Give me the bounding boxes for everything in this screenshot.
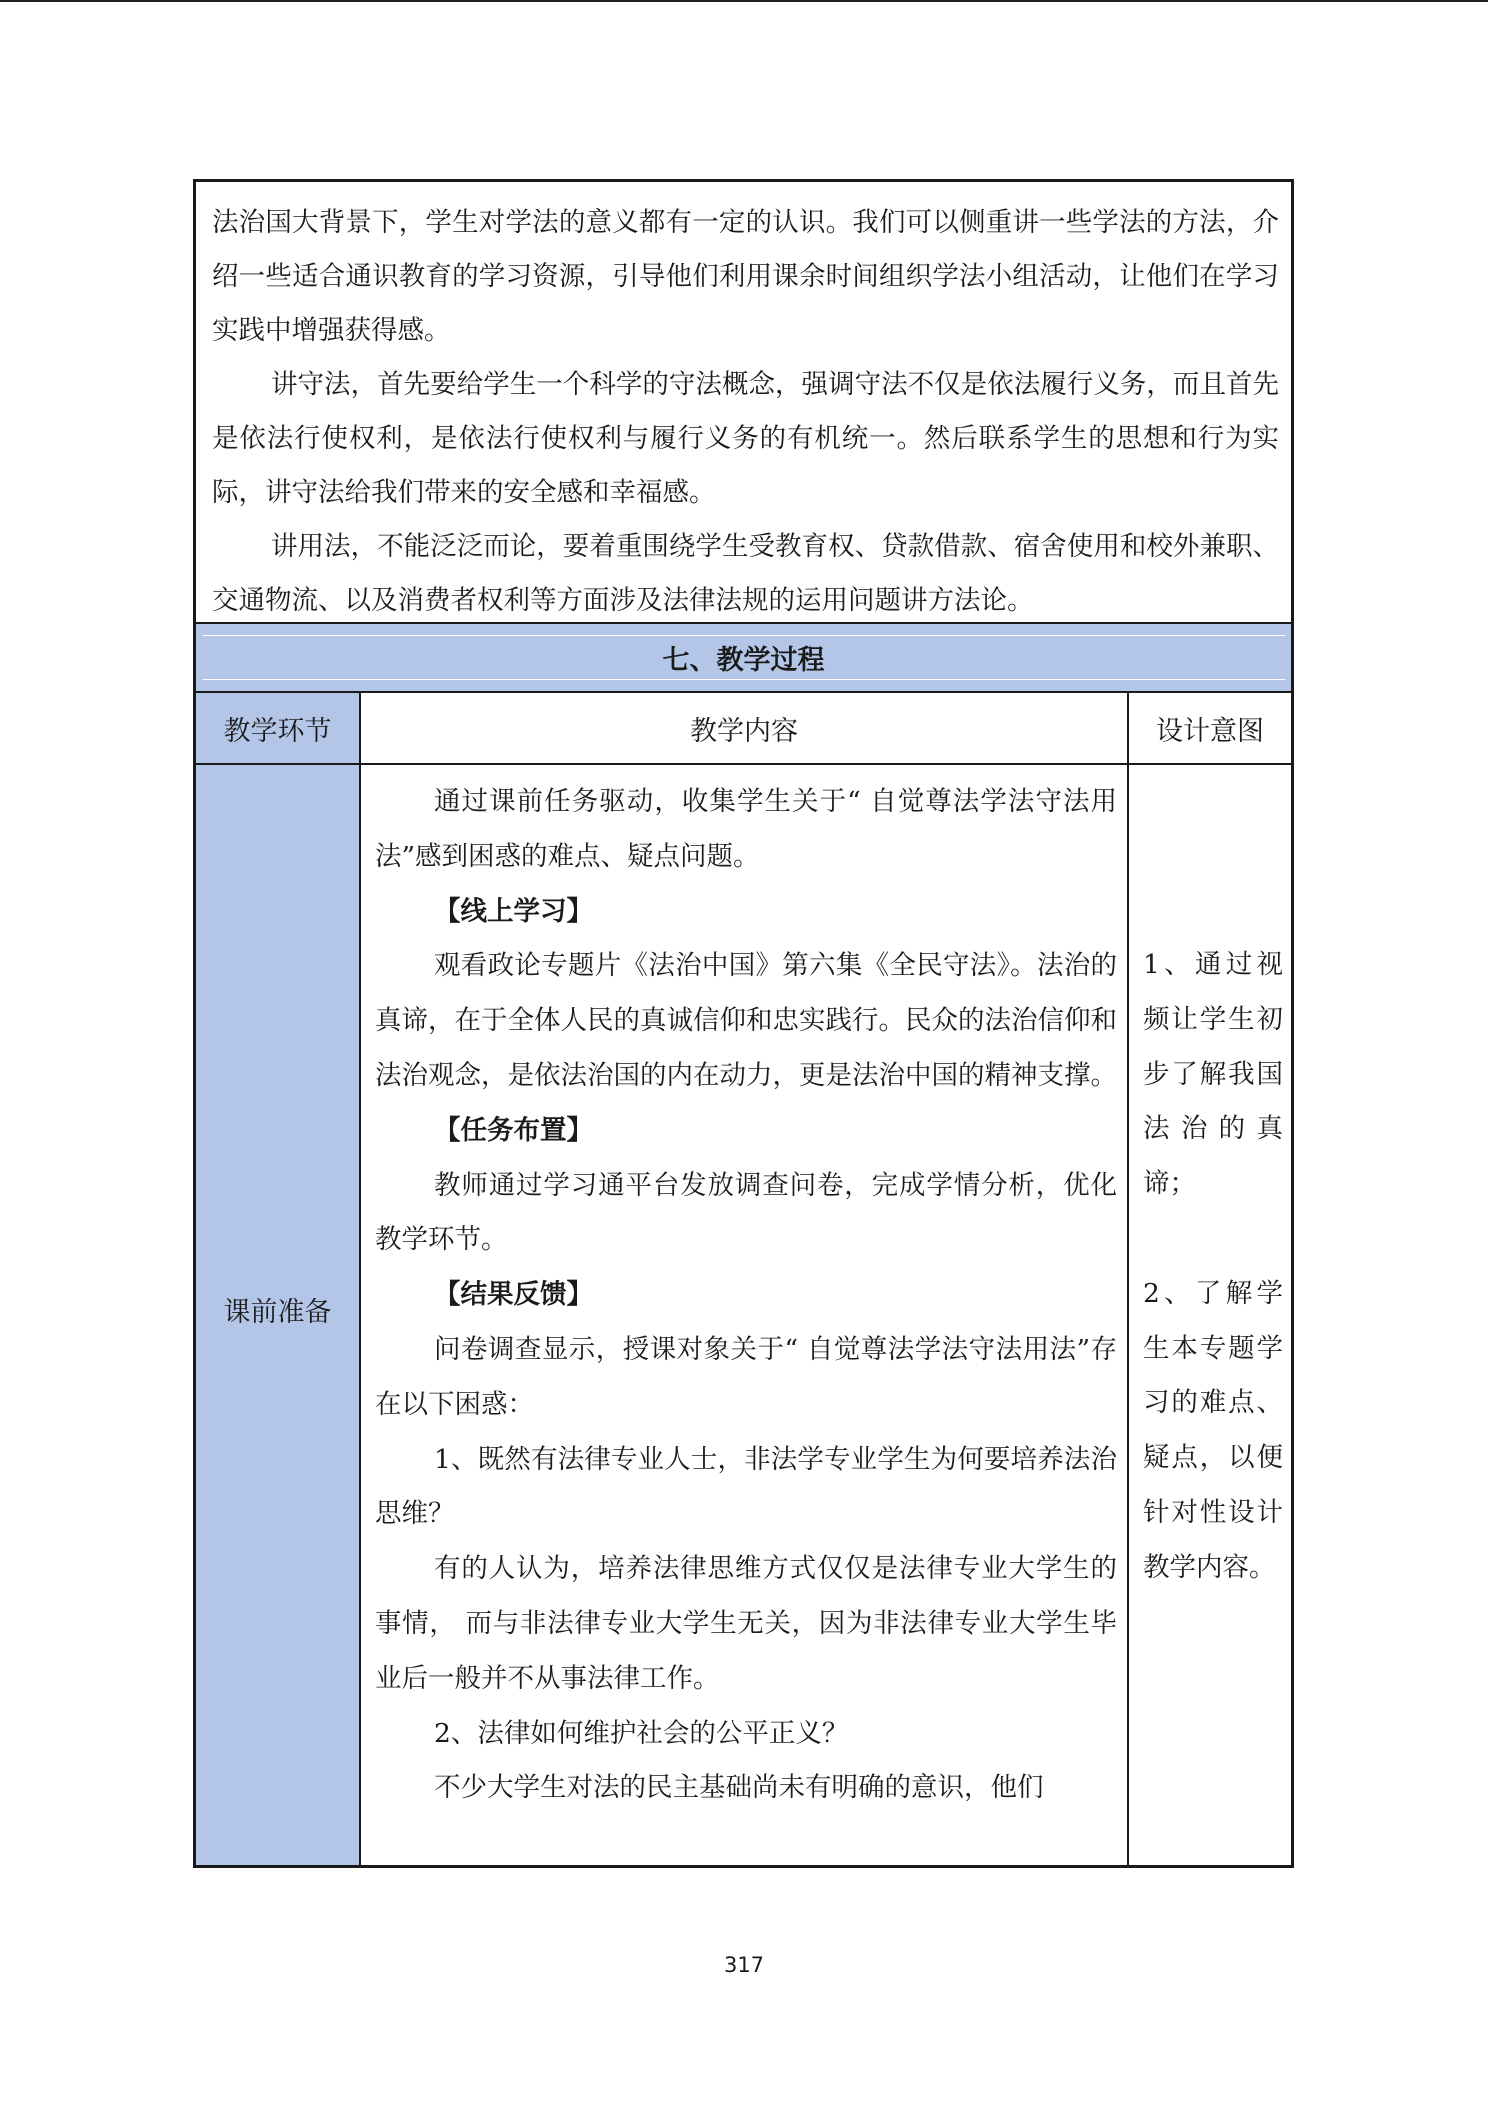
intent-item: 1、通过视频让学生初步了解我国法治的真谛； <box>1143 949 1283 1200</box>
spacer <box>1143 1212 1283 1267</box>
content-paragraph: 2、法律如何维护社会的公平正义？ <box>434 1717 849 1749</box>
content-paragraph: 教师通过学习通平台发放调查问卷，完成学情分析，优化教学环节。 <box>375 1169 1117 1256</box>
content-paragraph: 问卷调查显示，授课对象关于“ 自觉尊法学法守法用法”存在以下困惑： <box>375 1333 1117 1420</box>
intro-paragraph: 讲用法，不能泛泛而论，要着重围绕学生受教育权、贷款借款、宿舍使用和校外兼职、交通物流、以及消费者权利等方面涉及法律法规的运用问题讲方法论。 <box>212 531 1279 616</box>
table-header-row <box>196 693 1291 765</box>
content-paragraph: 通过课前任务驱动，收集学生关于“ 自觉尊法学法守法用法”感到困惑的难点、疑点问题。 <box>375 786 1117 872</box>
section-title-bar <box>196 622 1291 693</box>
table-row <box>196 765 1291 1865</box>
page-number: 317 <box>723 1953 765 1977</box>
section-title: 七、教学过程 <box>203 635 1285 680</box>
subheading-result-feedback: 【结果反馈】 <box>434 1279 593 1311</box>
subheading-online-learning: 【线上学习】 <box>434 895 593 927</box>
content-paragraph: 观看政论专题片《法治中国》第六集《全民守法》。法治的真谛，在于全体人民的真诚信仰和忠实践行。民众的法治信仰和法治观念，是依法治国的内在动力，更是法治中国的精神支撑。 <box>375 950 1117 1091</box>
content-paragraph: 有的人认为，培养法律思维方式仅仅是法律专业大学生的事情， 而与非法律专业大学生无关，因为非法律专业大学生毕业后一般并不从事法律工作。 <box>375 1553 1117 1694</box>
content-paragraph: 1、既然有法律专业人士，非法学专业学生为何要培养法治思维？ <box>375 1443 1117 1530</box>
lesson-plan-table <box>193 179 1294 1868</box>
stage-cell: 课前准备 <box>196 765 359 1865</box>
subheading-task-assignment: 【任务布置】 <box>434 1114 593 1146</box>
header-intent: 设计意图 <box>1156 715 1264 747</box>
top-border-line <box>0 0 1488 2</box>
intro-paragraph: 讲守法，首先要给学生一个科学的守法概念，强调守法不仅是依法履行义务，而且首先是依法行使权利，是依法行使权利与履行义务的有机统一。然后联系学生的思想和行为实际，讲守法给我们带来的安全感和幸福感。 <box>212 369 1279 508</box>
header-content: 教学内容 <box>359 693 1129 763</box>
content-cell <box>359 765 1129 1865</box>
intent-item: 2、了解学生本专题学习的难点、疑点，以便针对性设计教学内容。 <box>1143 1277 1283 1583</box>
intro-section <box>196 182 1291 622</box>
intro-paragraph: 法治国大背景下，学生对学法的意义都有一定的认识。我们可以侧重讲一些学法的方法，介绍一些适合通识教育的学习资源，引导他们利用课余时间组织学法小组活动，让他们在学习实践中增强获得感。 <box>212 207 1279 346</box>
content-paragraph: 不少大学生对法的民主基础尚未有明确的意识，他们 <box>434 1772 1044 1804</box>
intent-cell <box>1129 765 1291 1865</box>
header-stage: 教学环节 <box>196 693 359 763</box>
